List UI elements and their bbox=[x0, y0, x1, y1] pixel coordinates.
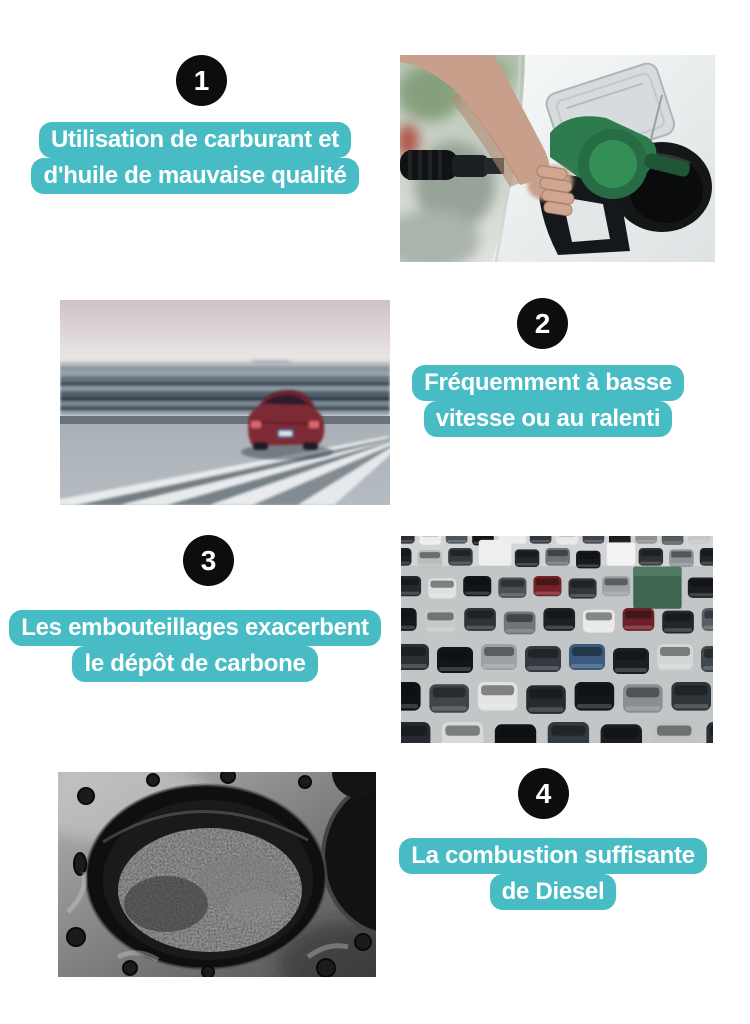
step-4-label bbox=[400, 838, 706, 910]
step-2-number: 2 bbox=[534, 307, 551, 339]
step-3-label-line-1: Les embouteillages exacerbent bbox=[9, 610, 380, 646]
step-4-number: 4 bbox=[535, 777, 552, 809]
traffic-jam-photo bbox=[401, 536, 713, 743]
step-3-label-line-2: le dépôt de carbone bbox=[72, 646, 317, 682]
step-3-number-badge bbox=[183, 535, 234, 586]
step-3-number: 3 bbox=[200, 544, 217, 576]
step-1-number: 1 bbox=[193, 64, 210, 96]
step-3-label bbox=[0, 610, 390, 682]
traffic-jam-illustration bbox=[401, 536, 713, 743]
step-4-number-badge bbox=[518, 768, 569, 819]
fuel-nozzle-photo bbox=[400, 55, 715, 262]
step-2-label-line-1: Fréquemment à basse bbox=[412, 365, 684, 401]
fuel-nozzle-illustration bbox=[400, 55, 715, 262]
step-1-label bbox=[0, 122, 390, 194]
engine-cylinder-photo bbox=[58, 772, 376, 977]
step-2-label bbox=[395, 365, 701, 437]
highway-car-illustration bbox=[60, 300, 390, 505]
step-1-label-line-2: d'huile de mauvaise qualité bbox=[31, 158, 358, 194]
step-4-label-line-1: La combustion suffisante bbox=[399, 838, 707, 874]
step-1-label-line-1: Utilisation de carburant et bbox=[39, 122, 351, 158]
engine-cylinder-illustration bbox=[58, 772, 376, 977]
step-2-number-badge bbox=[517, 298, 568, 349]
step-4-label-line-2: de Diesel bbox=[490, 874, 617, 910]
highway-car-photo bbox=[60, 300, 390, 505]
step-2-label-line-2: vitesse ou au ralenti bbox=[424, 401, 672, 437]
step-1-number-badge bbox=[176, 55, 227, 106]
